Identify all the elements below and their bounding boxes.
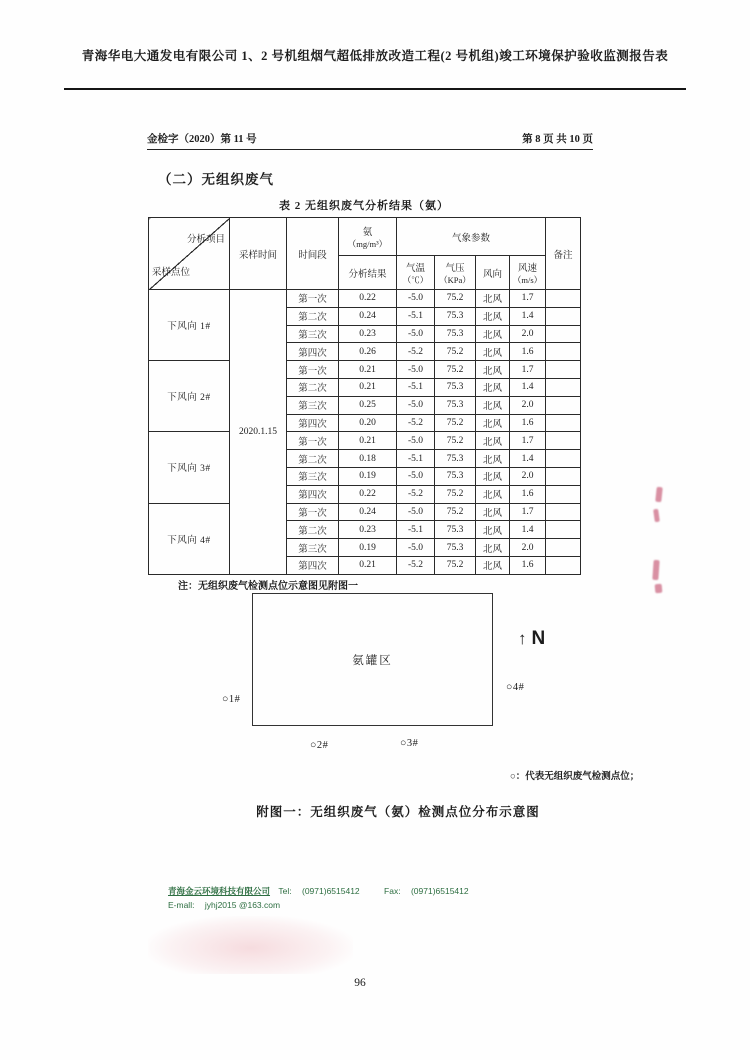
- location-cell: 下风向 4#: [149, 503, 230, 574]
- north-arrow-icon: ↑: [518, 629, 527, 648]
- speed-cell: 1.6: [510, 414, 546, 432]
- period-cell: 第二次: [287, 521, 339, 539]
- remark-cell: [546, 467, 581, 485]
- table-title: 表 2 无组织废气分析结果（氨）: [279, 200, 449, 212]
- speed-cell: 1.7: [510, 361, 546, 379]
- document-number-line: [147, 131, 593, 150]
- header-pressure-name: 气压: [445, 263, 465, 274]
- wind-cell: 北风: [476, 556, 510, 574]
- speed-cell: 2.0: [510, 325, 546, 343]
- table-row: [149, 432, 581, 450]
- header-temperature: [397, 256, 435, 290]
- remark-cell: [546, 414, 581, 432]
- wind-cell: 北风: [476, 325, 510, 343]
- result-cell: 0.23: [339, 325, 397, 343]
- corner-label-sampling-point: 采样点位: [152, 268, 191, 278]
- period-cell: 第一次: [287, 290, 339, 308]
- header-sampling-time: 采样时间: [230, 218, 287, 290]
- pressure-cell: 75.2: [435, 361, 476, 379]
- result-cell: 0.22: [339, 290, 397, 308]
- speed-cell: 1.7: [510, 290, 546, 308]
- pressure-cell: 75.3: [435, 396, 476, 414]
- result-cell: 0.21: [339, 432, 397, 450]
- header-weather-params: 气象参数: [397, 218, 546, 256]
- speed-cell: 1.7: [510, 432, 546, 450]
- result-cell: 0.19: [339, 539, 397, 557]
- period-cell: 第一次: [287, 361, 339, 379]
- pressure-cell: 75.3: [435, 521, 476, 539]
- wind-cell: 北风: [476, 414, 510, 432]
- location-cell: 下风向 2#: [149, 361, 230, 432]
- period-cell: 第一次: [287, 503, 339, 521]
- location-cell: 下风向 3#: [149, 432, 230, 503]
- result-cell: 0.20: [339, 414, 397, 432]
- pressure-cell: 75.3: [435, 467, 476, 485]
- table-header-row-1: [149, 218, 581, 256]
- pressure-cell: 75.2: [435, 414, 476, 432]
- table-row: [149, 290, 581, 308]
- temp-cell: -5.2: [397, 556, 435, 574]
- header-time-period: 时间段: [287, 218, 339, 290]
- period-cell: 第四次: [287, 485, 339, 503]
- pressure-cell: 75.3: [435, 325, 476, 343]
- lab-footer: [168, 884, 491, 912]
- remark-cell: [546, 521, 581, 539]
- pressure-cell: 75.2: [435, 343, 476, 361]
- table-row: [149, 361, 581, 379]
- report-header-title: 青海华电大通发电有限公司 1、2 号机组烟气超低排放改造工程(2 号机组)竣工环境保护验收监测报告表: [81, 49, 669, 63]
- ammonia-tank-area-rect: [252, 593, 493, 726]
- wind-cell: 北风: [476, 467, 510, 485]
- header-pressure: [435, 256, 476, 290]
- temp-cell: -5.2: [397, 343, 435, 361]
- pressure-cell: 75.3: [435, 307, 476, 325]
- period-cell: 第四次: [287, 556, 339, 574]
- remark-cell: [546, 343, 581, 361]
- table-corner-cell: [149, 218, 230, 290]
- remark-cell: [546, 290, 581, 308]
- temp-cell: -5.0: [397, 503, 435, 521]
- result-cell: 0.21: [339, 556, 397, 574]
- monitoring-point-3: ○3#: [400, 738, 419, 749]
- lab-company-name: 青海金云环境科技有限公司: [168, 886, 271, 896]
- temp-cell: -5.0: [397, 539, 435, 557]
- north-indicator: [518, 628, 545, 650]
- header-temp-name: 气温: [405, 263, 425, 274]
- wind-cell: 北风: [476, 378, 510, 396]
- remark-cell: [546, 325, 581, 343]
- result-cell: 0.25: [339, 396, 397, 414]
- page-indicator: 第 8 页 共 10 页: [522, 134, 593, 145]
- fax-label: Fax:: [384, 886, 401, 896]
- monitoring-point-1: ○1#: [222, 694, 241, 705]
- tel-value: (0971)6515412: [302, 886, 360, 896]
- wind-cell: 北风: [476, 343, 510, 361]
- result-cell: 0.21: [339, 378, 397, 396]
- temp-cell: -5.0: [397, 290, 435, 308]
- sampling-date-cell: 2020.1.15: [230, 290, 287, 575]
- temp-cell: -5.0: [397, 396, 435, 414]
- result-cell: 0.24: [339, 503, 397, 521]
- pressure-cell: 75.2: [435, 485, 476, 503]
- speed-cell: 1.6: [510, 485, 546, 503]
- period-cell: 第一次: [287, 432, 339, 450]
- tel-label: Tel:: [278, 886, 292, 896]
- temp-cell: -5.1: [397, 450, 435, 468]
- speed-cell: 2.0: [510, 539, 546, 557]
- remark-cell: [546, 378, 581, 396]
- speed-cell: 2.0: [510, 467, 546, 485]
- wind-cell: 北风: [476, 450, 510, 468]
- header-ammonia-unit: （mg/m³）: [347, 238, 388, 249]
- period-cell: 第三次: [287, 539, 339, 557]
- speed-cell: 1.6: [510, 343, 546, 361]
- table-footnote: 注：无组织废气检测点位示意图见附图一: [178, 581, 358, 592]
- wind-cell: 北风: [476, 503, 510, 521]
- result-cell: 0.24: [339, 307, 397, 325]
- period-cell: 第二次: [287, 307, 339, 325]
- red-pen-mark: [655, 584, 663, 594]
- header-ammonia: [339, 218, 397, 256]
- pressure-cell: 75.3: [435, 539, 476, 557]
- temp-cell: -5.1: [397, 307, 435, 325]
- header-temp-unit: （℃）: [402, 274, 429, 285]
- pressure-cell: 75.2: [435, 556, 476, 574]
- wind-cell: 北风: [476, 396, 510, 414]
- wind-cell: 北风: [476, 539, 510, 557]
- north-label: N: [531, 628, 546, 649]
- header-divider: [64, 88, 686, 90]
- remark-cell: [546, 396, 581, 414]
- period-cell: 第三次: [287, 467, 339, 485]
- result-cell: 0.21: [339, 361, 397, 379]
- speed-cell: 1.4: [510, 521, 546, 539]
- speed-cell: 1.4: [510, 450, 546, 468]
- period-cell: 第二次: [287, 378, 339, 396]
- remark-cell: [546, 539, 581, 557]
- footer-line-2: [168, 898, 491, 912]
- temp-cell: -5.2: [397, 414, 435, 432]
- remark-cell: [546, 450, 581, 468]
- result-cell: 0.19: [339, 467, 397, 485]
- corner-label-analysis-item: 分析项目: [186, 235, 225, 245]
- red-pen-mark: [655, 487, 663, 503]
- pressure-cell: 75.3: [435, 450, 476, 468]
- email-value: jyhj2015 @163.com: [204, 900, 281, 910]
- speed-cell: 1.4: [510, 307, 546, 325]
- section-title: （二）无组织废气: [158, 172, 274, 187]
- remark-cell: [546, 307, 581, 325]
- period-cell: 第四次: [287, 414, 339, 432]
- faded-stamp-smudge: [148, 916, 353, 974]
- red-pen-mark: [652, 560, 659, 580]
- speed-cell: 2.0: [510, 396, 546, 414]
- period-cell: 第三次: [287, 325, 339, 343]
- temp-cell: -5.2: [397, 485, 435, 503]
- remark-cell: [546, 361, 581, 379]
- header-remark: 备注: [546, 218, 581, 290]
- temp-cell: -5.0: [397, 325, 435, 343]
- header-ammonia-name: 氨: [362, 227, 373, 238]
- period-cell: 第三次: [287, 396, 339, 414]
- table-row: [149, 503, 581, 521]
- result-cell: 0.18: [339, 450, 397, 468]
- remark-cell: [546, 556, 581, 574]
- fax-value: (0971)6515412: [410, 886, 469, 896]
- remark-cell: [546, 503, 581, 521]
- header-pressure-unit: （KPa）: [439, 274, 471, 285]
- result-cell: 0.26: [339, 343, 397, 361]
- document-number: 金检字（2020）第 11 号: [147, 134, 257, 145]
- wind-cell: 北风: [476, 521, 510, 539]
- result-cell: 0.23: [339, 521, 397, 539]
- analysis-table-container: [148, 217, 581, 575]
- pressure-cell: 75.2: [435, 503, 476, 521]
- location-cell: 下风向 1#: [149, 290, 230, 361]
- speed-cell: 1.6: [510, 556, 546, 574]
- wind-cell: 北风: [476, 432, 510, 450]
- header-analysis-result: 分析结果: [339, 256, 397, 290]
- header-wind-speed: [510, 256, 546, 290]
- header-wind-speed-name: 风速: [518, 263, 538, 274]
- analysis-results-table: [148, 217, 581, 575]
- remark-cell: [546, 485, 581, 503]
- wind-cell: 北风: [476, 307, 510, 325]
- footer-line-1: [168, 884, 491, 898]
- monitoring-point-4: ○4#: [506, 682, 525, 693]
- temp-cell: -5.0: [397, 467, 435, 485]
- wind-cell: 北风: [476, 485, 510, 503]
- speed-cell: 1.4: [510, 378, 546, 396]
- wind-cell: 北风: [476, 290, 510, 308]
- ammonia-tank-area-label: 氨罐区: [352, 654, 393, 667]
- header-wind-direction: 风向: [476, 256, 510, 290]
- diagram-caption: 附图一：无组织废气（氨）检测点位分布示意图: [256, 805, 540, 819]
- pressure-cell: 75.2: [435, 432, 476, 450]
- diagram-legend: ○：代表无组织废气检测点位；: [510, 772, 640, 782]
- remark-cell: [546, 432, 581, 450]
- header-wind-speed-unit: （m/s）: [512, 274, 543, 285]
- result-cell: 0.22: [339, 485, 397, 503]
- red-pen-mark: [653, 509, 660, 523]
- email-label: E-mall:: [168, 900, 195, 910]
- temp-cell: -5.0: [397, 432, 435, 450]
- temp-cell: -5.0: [397, 361, 435, 379]
- temp-cell: -5.1: [397, 521, 435, 539]
- pressure-cell: 75.3: [435, 378, 476, 396]
- period-cell: 第二次: [287, 450, 339, 468]
- period-cell: 第四次: [287, 343, 339, 361]
- speed-cell: 1.7: [510, 503, 546, 521]
- temp-cell: -5.1: [397, 378, 435, 396]
- monitoring-point-2: ○2#: [310, 740, 329, 751]
- wind-cell: 北风: [476, 361, 510, 379]
- page-number: 96: [354, 977, 366, 989]
- pressure-cell: 75.2: [435, 290, 476, 308]
